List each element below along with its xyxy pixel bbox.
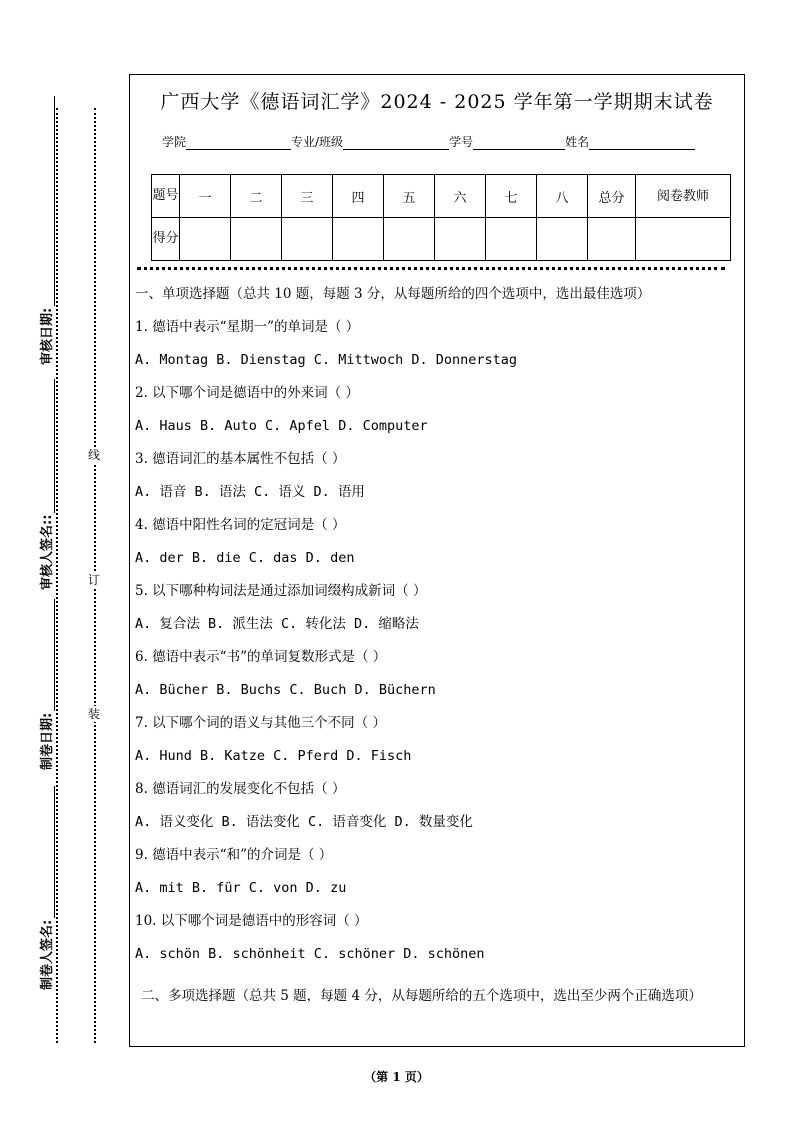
exam-frame [129,74,745,1047]
section1-title: 一、单项选择题（总共 10 题，每题 3 分，从每题所给的四个选项中，选出最佳选项） [135,286,651,302]
major-label: 专业/班级 [291,135,344,149]
score-cell[interactable] [180,218,231,261]
score-cell[interactable] [333,218,384,261]
question-options: A. Bücher B. Buchs C. Buch D. Büchern [135,682,436,698]
question-options: A. 复合法 B. 派生法 C. 转化法 D. 缩略法 [135,616,419,632]
question-text: 5. 以下哪种构词法是通过添加词缀构成新词（ ） [135,583,427,599]
binding-char-ding: 订 [87,573,100,587]
college-blank[interactable] [186,135,291,150]
question-text: 8. 德语词汇的发展变化不包括（ ） [135,781,346,797]
question-text: 10. 以下哪个词是德语中的形容词（ ） [135,913,368,929]
question-number-label: 题号 [152,175,180,218]
col-header: 六 [435,175,486,218]
question-text: 4. 德语中阳性名词的定冠词是（ ） [135,517,346,533]
question-options: A. 语义变化 B. 语法变化 C. 语音变化 D. 数量变化 [135,814,473,830]
exam-title: 广西大学《德语词汇学》2024 - 2025 学年第一学期期末试卷 [160,91,714,113]
question-options: A. Haus B. Auto C. Apfel D. Computer [135,418,428,434]
page-number: （第 1 页） [364,1070,429,1084]
score-cell[interactable] [486,218,537,261]
reviewer-signature-blank[interactable] [40,379,55,513]
reviewer-header: 阅卷教师 [636,175,731,218]
question-text: 7. 以下哪个词的语义与其他三个不同（ ） [135,715,386,731]
dotted-separator [137,267,725,270]
paper-date-blank[interactable] [40,599,55,711]
major-blank[interactable] [343,135,449,150]
question-options: A. Montag B. Dienstag C. Mittwoch D. Donnerstag [135,352,518,368]
question-list [135,318,743,978]
score-cell[interactable] [282,218,333,261]
total-score-cell[interactable] [588,218,636,261]
student-info-row [162,133,695,150]
reviewer-cell[interactable] [636,218,731,261]
question-options: A. Hund B. Katze C. Pferd D. Fisch [135,748,412,764]
name-label: 姓名 [565,135,590,149]
paper-author-signature-blank[interactable] [40,786,55,918]
score-cell[interactable] [384,218,435,261]
binding-char-xian: 线 [87,448,100,462]
col-header: 八 [537,175,588,218]
col-header: 七 [486,175,537,218]
score-table-score-row [152,218,731,261]
score-cell[interactable] [231,218,282,261]
score-table [151,174,731,261]
score-cell[interactable] [537,218,588,261]
col-header: 四 [333,175,384,218]
student-id-blank[interactable] [473,135,565,150]
score-table-header-row [152,175,731,218]
review-date-blank[interactable] [40,96,55,306]
question-options: A. 语音 B. 语法 C. 语义 D. 语用 [135,484,365,500]
question-text: 2. 以下哪个词是德语中的外来词（ ） [135,385,359,401]
name-blank[interactable] [589,135,695,150]
total-header: 总分 [588,175,636,218]
section2-title: 二、多项选择题（总共 5 题，每题 4 分，从每题所给的五个选项中，选出至少两个正确选项） [141,988,702,1004]
exam-content [135,285,743,1020]
question-text: 9. 德语中表示“和”的介词是（ ） [135,847,333,863]
paper-author-signature-label: 制卷人签名: [40,919,55,990]
binding-line-outer [56,108,58,1043]
question-options: A. schön B. schönheit C. schöner D. schönen [135,946,485,962]
question-text: 1. 德语中表示“星期一”的单词是（ ） [135,319,360,335]
review-date-label: 审核日期: [40,307,55,365]
question-options: A. der B. die C. das D. den [135,550,355,566]
score-label: 得分 [152,218,180,261]
col-header: 一 [180,175,231,218]
col-header: 五 [384,175,435,218]
score-cell[interactable] [435,218,486,261]
paper-date-label: 制卷日期: [40,712,55,770]
question-text: 3. 德语词汇的基本属性不包括（ ） [135,451,346,467]
reviewer-signature-label: 审核人签名:: [40,514,55,590]
student-id-label: 学号 [449,135,474,149]
college-label: 学院 [162,135,187,149]
question-text: 6. 德语中表示“书”的单词复数形式是（ ） [135,649,387,665]
binding-char-zhuang: 装 [87,707,100,721]
col-header: 三 [282,175,333,218]
question-options: A. mit B. für C. von D. zu [135,880,347,896]
col-header: 二 [231,175,282,218]
